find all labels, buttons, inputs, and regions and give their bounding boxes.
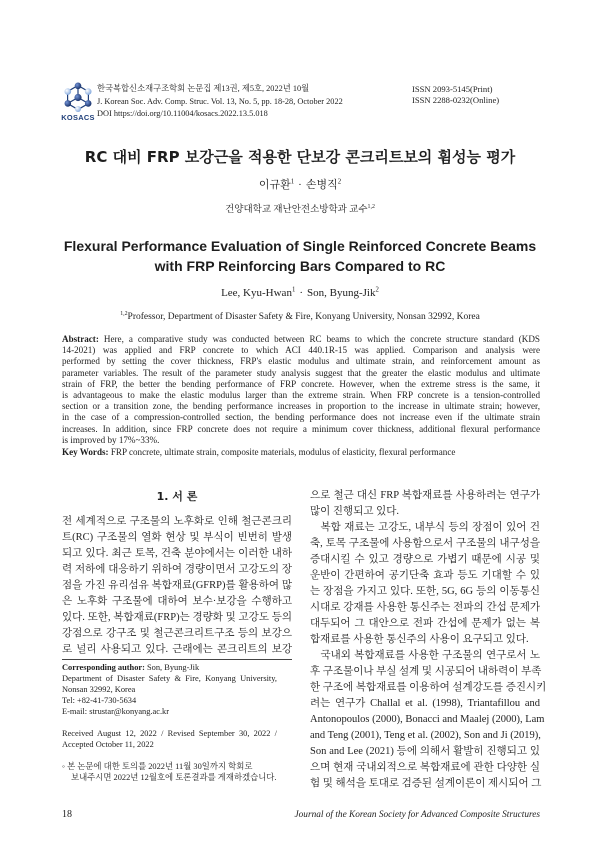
right-column-body (310, 488, 547, 792)
body-text-line: Antonopoulos (2000), Bonacci and Maalej (2000), Lam (310, 714, 545, 725)
corresponding-author (62, 662, 277, 673)
body-text-line: 험 및 해석을 토대로 검증된 설계이론이 제시되어 그 (310, 778, 542, 789)
affiliation-mark: 1,2 (367, 203, 375, 210)
discussion-notice: ◦ 본 논문에 대한 토의를 2022년 11월 30일까지 학회로 (62, 762, 253, 771)
abstract-line: strain of FRP, the better the bending performance of FRP concrete. However, when the extreme stress is the same, it (62, 378, 540, 389)
corresponding-label: Corresponding author: (62, 663, 145, 672)
title-en-line: Flexural Performance Evaluation of Single Reinforced Concrete Beams (63, 238, 537, 254)
abstract-line (62, 334, 540, 345)
author-name: Son, Byung-Jik (307, 287, 376, 299)
abstract-line: increases. In addition, since FRP concrete does not require a minimum cover thickness, additional flexural performance (62, 423, 540, 434)
section-heading: 1. 서 론 (156, 490, 198, 503)
title-ko: RC 대비 FRP 보강근을 적용한 단보강 콘크리트보의 휨성능 평가 (84, 148, 516, 166)
body-text-line: 로 널리 사용되고 있다. 근래에는 콘크리트의 보강 (62, 644, 292, 655)
email[interactable]: E-mail: strustar@konyang.ac.kr (62, 707, 170, 716)
doi-link[interactable]: DOI https://doi.org/10.11004/kosacs.2022.13.5.018 (97, 109, 268, 119)
body-text-line: 축, 토목 구조물에 사용함으로서 구조물의 내구성을 (310, 538, 540, 549)
body-text-line: 되고 있다. 최근 토목, 건축 분야에서는 이러한 내하 (62, 548, 292, 559)
body-text-line: 대두되어 그 대안으로 전파 간섭에 문제가 없는 복 (310, 618, 540, 629)
address-line: Nonsan 32992, Korea (62, 685, 136, 694)
body-text-line: Son and Lee (2021) 등에 의해서 활발히 진행되고 있 (310, 746, 540, 757)
discussion-notice: 보내주시면 2022년 12월호에 토론결과를 게재하겠습니다. (71, 773, 277, 782)
abstract (62, 334, 540, 446)
keywords (62, 446, 540, 458)
title-en (0, 236, 600, 276)
affiliation-ko (0, 203, 600, 217)
issn-print: ISSN 2093-5145(Print) (412, 84, 493, 94)
footer-journal-name: Journal of the Korean Society for Advanced Composite Structures (294, 810, 540, 820)
body-text-line: 한 구조에 복합재료를 이용하여 설계강도를 증진시키 (310, 682, 547, 693)
logo-text: KOSACS (61, 113, 95, 122)
body-text-line: 으로 철근 대신 FRP 복합재료를 사용하려는 연구가 (310, 490, 540, 501)
abstract-line: performed by setting the cover thickness, FRP's elastic modulus and ultimate strain, and reinforcement amount as (62, 356, 540, 367)
abstract-label: Abstract: (62, 334, 99, 344)
author-separator: · (298, 179, 302, 191)
authors-en (0, 286, 600, 300)
body-text-line: 복합 재료는 고강도, 내부식 등의 장점이 있어 건 (320, 522, 540, 533)
body-text-line: 은 노후화 구조물에 대하여 보수·보강을 수행하고 (62, 596, 292, 607)
address-line: Department of Disaster Safety & Fire, Konyang University, (62, 674, 277, 683)
affiliation-text: Professor, Department of Disaster Safety & Fire, Konyang University, Nonsan 32992, Korea (127, 312, 480, 322)
kosacs-logo-icon (58, 82, 98, 112)
body-text-line: 많이 진행되고 있다. (310, 506, 400, 517)
journal-name-ko: 한국복합신소재구조학회 논문집 제13권, 제5호, 2022년 10월 (97, 84, 310, 93)
body-text-line: 후 구조물이나 부실 설계 및 시공되어 내하력이 부족 (310, 666, 542, 677)
affiliation-text: 건양대학교 재난안전소방학과 교수 (225, 205, 368, 215)
body-text-line: 합재료를 사용한 통신주의 사용이 요구되고 있다. (310, 634, 529, 645)
abstract-line: is advantageous to make the elastic modulus larger than the extreme strain. When FRP concrete is a tension-controlled (62, 389, 540, 400)
author-affiliation-mark: 2 (337, 178, 342, 186)
body-text-line: 려는 연구가 Challal et al. (1998), Triantafillou and (310, 698, 540, 709)
body-text-line: 전 세계적으로 구조물의 노후화로 인해 철근콘크리 (62, 516, 292, 527)
abstract-line: section or a transition zone, the bending performance increases in proportion to the increase in ultimate strain; however, (62, 401, 540, 412)
keywords-text: FRP concrete, ultimate strain, composite materials, modulus of elasticity, flexural performance (110, 447, 456, 457)
telephone: Tel: +82-41-730-5634 (62, 696, 137, 705)
body-text-line: 강점으로 강구조 및 철근콘크리트구조 등의 보강으 (62, 628, 292, 639)
body-text-line: and Teng (2001), Teng et al. (2002), Son and Ji (2019), (310, 730, 541, 741)
footnote (62, 662, 277, 783)
kosacs-logo (57, 82, 99, 122)
abstract-line-text: Here, a comparative study was conducted between RC beams to which the concrete structure standard (KDS (103, 334, 540, 344)
left-column-body (62, 514, 292, 658)
author-separator: · (299, 287, 304, 299)
journal-citation-en: J. Korean Soc. Adv. Comp. Struc. Vol. 13, No. 5, pp. 18-28, October 2022 (97, 96, 343, 106)
keywords-label: Key Words: (62, 447, 109, 457)
abstract-line: 14-2021) was applied and FRP concrete to which ACI 440.1R-15 was applied. Comparison and analysis were (62, 345, 540, 356)
abstract-line: parameter variables. The result of the parameter study analysis suggest that the greater the elastic modulus and ultimate (62, 367, 540, 378)
author-affiliation-mark: 1 (291, 286, 296, 294)
issn-online: ISSN 2288-0232(Online) (412, 95, 500, 105)
body-text-line: 트(RC) 구조물의 열화 현상 및 부식이 빈번히 발생 (62, 532, 292, 543)
affiliation-en (0, 310, 600, 324)
authors-ko (0, 178, 600, 192)
journal-info (97, 83, 343, 121)
body-text-line: 점을 가진 유리섬유 복합재료(GFRP)를 활용하여 많 (62, 580, 292, 591)
body-text-line: 증대시킬 수 있고 경량으로 가볍기 때문에 시공 및 (310, 554, 540, 565)
review-dates: Accepted October 11, 2022 (62, 740, 154, 749)
review-dates: Received August 12, 2022 / Revised September 30, 2022 / (62, 729, 277, 738)
corresponding-name: Son, Byung-Jik (147, 663, 200, 672)
author-name: Lee, Kyu-Hwan (221, 287, 292, 299)
footnote-spacer (62, 717, 277, 728)
author-name: 손병직 (305, 179, 338, 191)
issn-info (412, 84, 499, 106)
affiliation-mark: 1,2 (120, 310, 128, 317)
body-text-line: 국내외 복합재료를 사용한 구조물의 연구로서 노 (320, 650, 540, 661)
body-text-line: 있다. 또한, 복합재료(FRP)는 경량화 및 고강도 등의 (62, 612, 292, 623)
author-affiliation-mark: 1 (290, 178, 295, 186)
body-text-line: 는 장점을 가지고 있다. 또한, 5G, 6G 등의 이동통신 (310, 586, 540, 597)
body-text-line: 시대로 강재를 사용한 통신주는 전파의 간섭 문제가 (310, 602, 540, 613)
page-number: 18 (62, 809, 72, 820)
body-text-line: 운반이 간편하여 공기단축 효과 등도 기대할 수 있 (310, 570, 540, 581)
body-text-line: 으며 현재 국내외적으로 복합재료에 관한 다양한 실 (310, 762, 540, 773)
abstract-line: is improved by 17%~33%. (62, 434, 160, 445)
title-en-line: with FRP Reinforcing Bars Compared to RC (154, 258, 446, 274)
body-text-line: 력 저하에 대응하기 위하여 경량이면서 고강도의 장 (62, 564, 292, 575)
author-name: 이규환 (258, 179, 291, 191)
footnote-divider (62, 659, 292, 660)
author-affiliation-mark: 2 (375, 286, 379, 294)
abstract-line: in the case of a compression-controlled section, the bending performance does not increase even if the ultimate strain (62, 412, 540, 423)
footnote-spacer (62, 750, 277, 761)
